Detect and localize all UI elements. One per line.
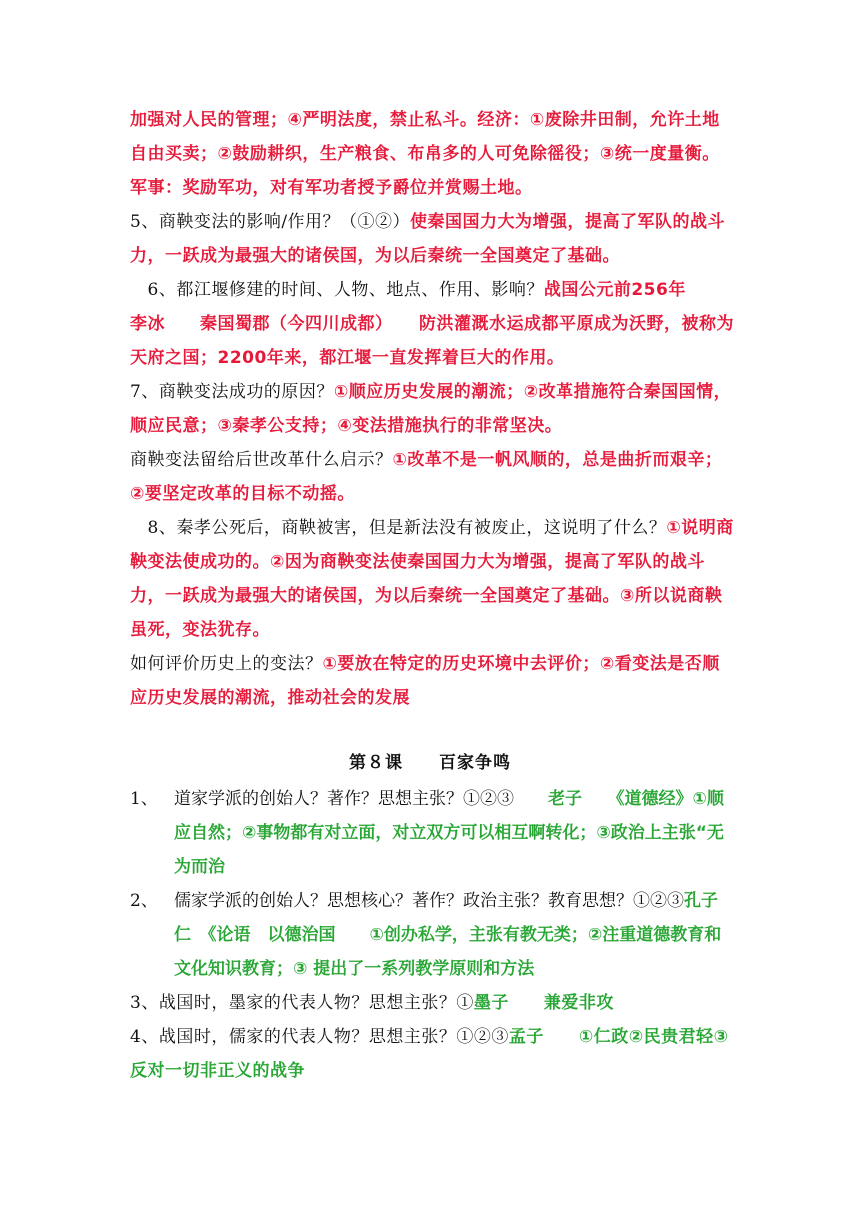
question-text: 8、秦孝公死后，商鞅被害，但是新法没有被废止，这说明了什么？: [130, 518, 667, 538]
answer-text: 孔子 仁 《论语 以德治国 ①创办私学，主张有教无类；②注重道德教育和文化知识教育；③ 提出了一系列教学原则和方法: [174, 891, 735, 979]
question-text: 3、战国时，墨家的代表人物？思想主张？①: [130, 993, 474, 1013]
question-text: 6、都江堰修建的时间、人物、地点、作用、影响？: [130, 280, 544, 300]
question-5: [130, 205, 735, 273]
question-7: [130, 375, 735, 443]
answer-text: ①顺应历史发展的潮流；②改革措施符合秦国国情，顺应民意；③秦孝公支持；④变法措施执行的非常坚决。: [130, 382, 732, 436]
question-text: 7、商鞅变法成功的原因？: [130, 382, 334, 402]
question-6: [130, 273, 735, 375]
answer-text: 墨子 兼爱非攻: [473, 993, 614, 1013]
lesson-name: 百家争鸣: [439, 753, 511, 773]
question-8: [130, 511, 735, 647]
answer-text: 加强对人民的管理；④严明法度，禁止私斗。经济：①废除井田制，允许土地自由买卖；②鼓励耕织，生产粮食、布帛多的人可免除徭役；③统一度量衡。 军事：奖励军功，对有军功者授予爵位并赏赐土地。: [130, 110, 729, 198]
lesson-number: 第８课: [349, 753, 403, 773]
answer-text: ①要放在特定的历史环境中去评价；②看变法是否顺应历史发展的潮流，推动社会的发展: [130, 654, 720, 708]
answer-text: ①改革不是一帆风顺的，总是曲折而艰辛；②要坚定改革的目标不动摇。: [130, 450, 723, 504]
lesson-title: [0, 748, 860, 773]
question-text: 5、商鞅变法的影响/作用？（①②）: [130, 212, 411, 232]
list-item: [130, 782, 735, 884]
question-text: 4、战国时，儒家的代表人物？思想主张？①②③: [130, 1027, 509, 1047]
answer-text: 孟子 ①仁政②民贵君轻③反对一切非正义的战争: [130, 1027, 729, 1081]
item-number: 2、: [130, 891, 158, 911]
item-number: 1、: [130, 789, 158, 809]
list-item: [130, 884, 735, 986]
question-evaluate-reform: [130, 647, 735, 715]
question-text: 如何评价历史上的变法？: [130, 654, 323, 674]
answer-text: 老子 《道德经》①顺应自然；②事物都有对立面，对立双方可以相互啊转化；③政治上主张“无为而治: [174, 789, 724, 877]
answer-text: 使秦国国力大为增强，提高了军队的战斗力，一跃成为最强大的诸侯国，为以后秦统一全国奠定了基础。: [130, 212, 726, 266]
question-text: 儒家学派的创始人？思想核心？著作？政治主张？教育思想？①②③: [174, 891, 684, 911]
answer-text: ①说明商鞅变法使成功的。②因为商鞅变法使秦国国力大为增强，提高了军队的战斗力，一跃成为最强大的诸侯国，为以后秦统一全国奠定了基础。③所以说商鞅虽死，变法犹存。: [130, 518, 734, 640]
question-reform-lesson: [130, 443, 735, 511]
question-text: 商鞅变法留给后世改革什么启示？: [130, 450, 393, 470]
reform-measures-paragraph: [130, 103, 735, 205]
question-4: [130, 1020, 735, 1088]
question-3: [130, 986, 735, 1020]
question-text: 道家学派的创始人？著作？思想主张？①②③: [174, 789, 514, 809]
answer-text: 战国公元前256年 李冰 秦国蜀郡（今四川成都） 防洪灌溉水运成都平原成为沃野，被称为天府之国；2200年来，都江堰一直发挥着巨大的作用。: [130, 280, 734, 368]
